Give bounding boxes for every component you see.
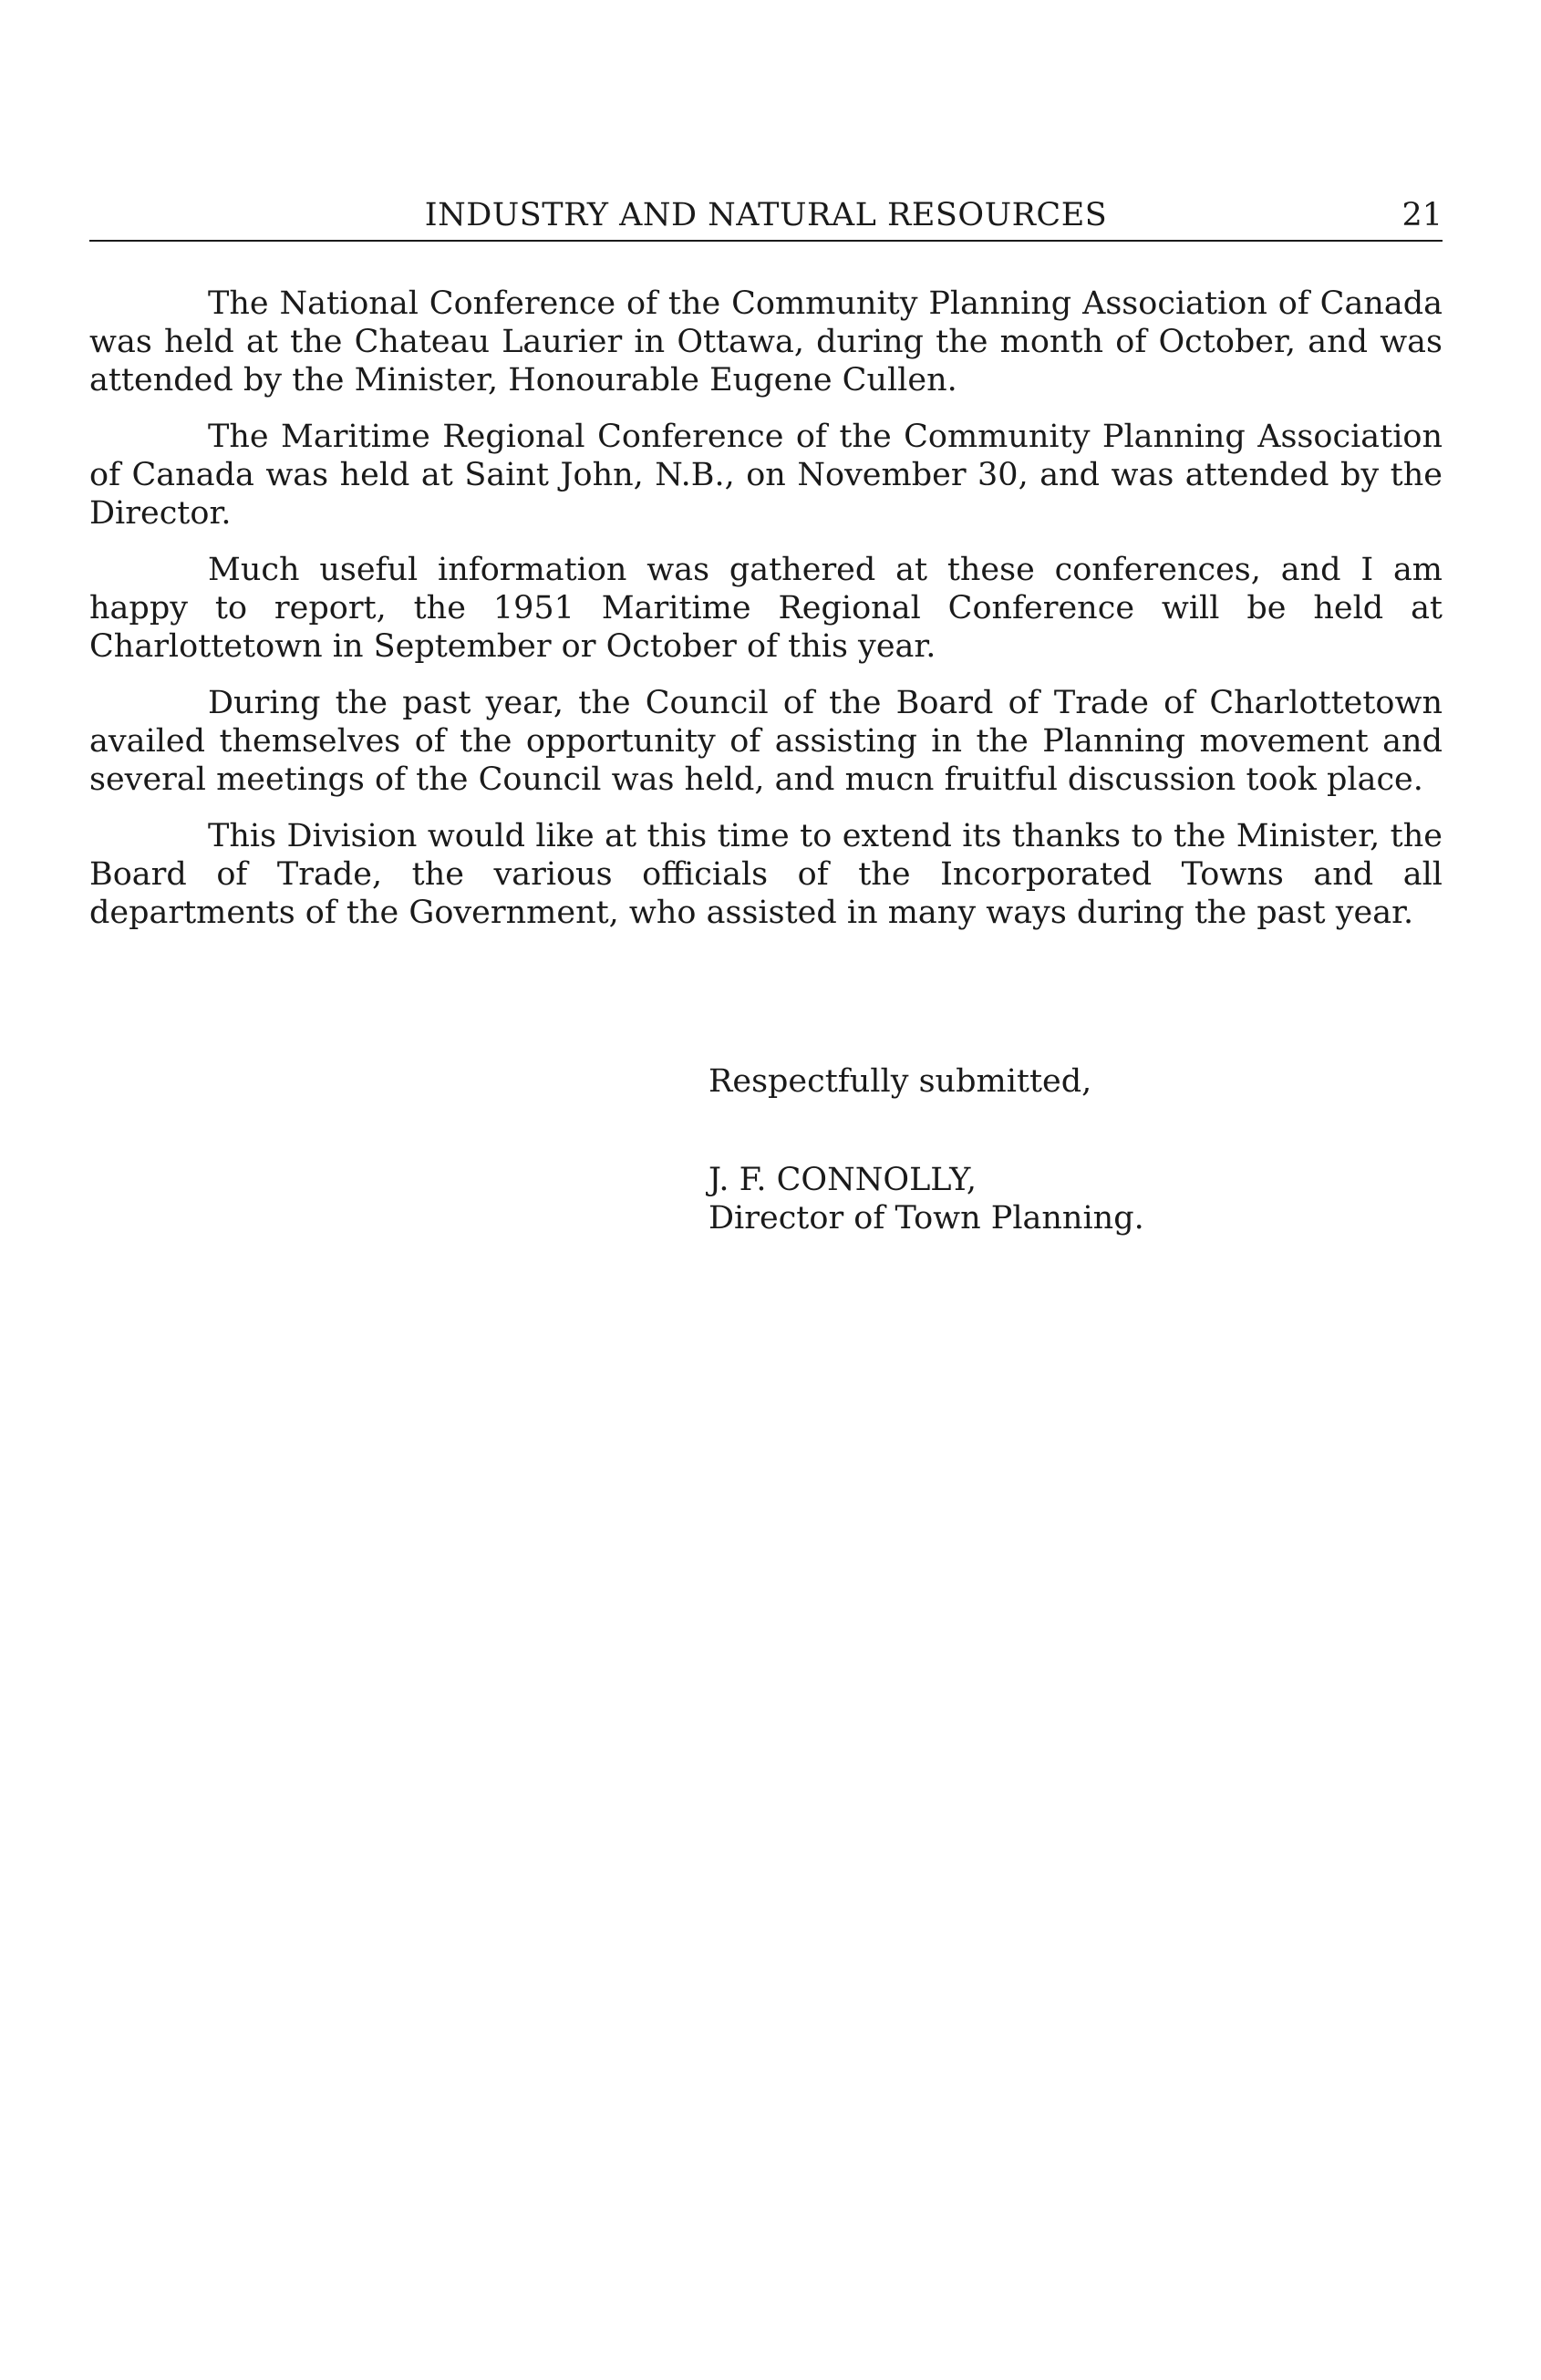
paragraph: Much useful information was gathered at these conferences, and I am happy to report, the 1951 Maritime Regional Conference will be held at Charlottetown in September or October of this year. — [89, 552, 1443, 665]
paragraph: This Division would like at this time to extend its thanks to the Minister, the Board of Trade, the various officials of the Incorporated Towns and all departments of the Government, who assisted in many ways during the past year. — [89, 818, 1443, 931]
page-number: 21 — [1401, 197, 1443, 233]
signature-block — [708, 1161, 1144, 1237]
signatory-position: Director of Town Planning. — [708, 1200, 1144, 1237]
closing-salutation: Respectfully submitted, — [708, 1063, 1092, 1100]
paragraph: The National Conference of the Community Planning Association of Canada was held at the Chateau Laurier in Ottawa, during the month of October, and was attended by the Minister, Honourable Eugene Cullen. — [89, 285, 1443, 398]
paragraph: During the past year, the Council of the Board of Trade of Charlottetown availed themselves of the opportunity of assisting in the Planning movement and several meetings of the Council was held, and mucn fruitful discussion took place. — [89, 685, 1443, 798]
page-header — [89, 193, 1443, 237]
header-rule — [89, 240, 1443, 242]
paragraph: The Maritime Regional Conference of the Community Planning Association of Canada was held at Saint John, N.B., on November 30, and was attended by the Director. — [89, 419, 1443, 532]
signatory-name: J. F. CONNOLLY, — [708, 1162, 977, 1198]
running-head-title: INDUSTRY AND NATURAL RESOURCES — [424, 197, 1108, 233]
body-text — [89, 285, 1443, 950]
